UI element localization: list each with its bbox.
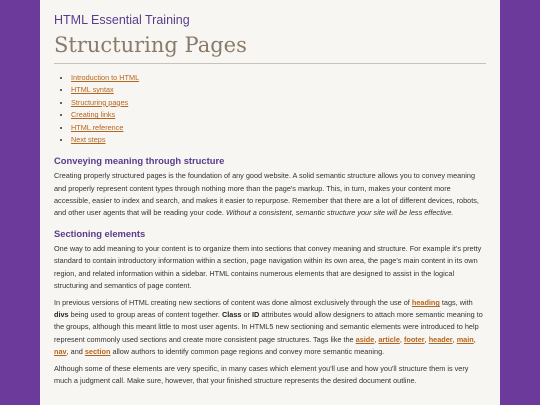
page-container <box>40 0 500 405</box>
link-heading[interactable]: heading <box>411 298 440 308</box>
toc-item <box>71 122 486 134</box>
link-aside[interactable]: aside <box>355 334 375 344</box>
toc-link-reference[interactable]: HTML reference <box>71 122 124 132</box>
text-run: attributes would allow designers to attach more semantic meaning to the groups, although this meant little to most user agents. In HTML5 new sectioning and semantic elements were introduced to help represent commonly used sections and create more consistent page structures. Tags like the <box>54 310 483 344</box>
link-footer[interactable]: footer <box>403 334 425 344</box>
text-run: In previous versions of HTML creating new sections of content was done almost exclusively through the use of <box>54 298 410 308</box>
section-heading-sectioning: Sectioning elements <box>54 228 146 240</box>
emphasis-text: Without a consistent, semantic structure your site will be less effective. <box>226 208 454 218</box>
text-run: allow authors to identify common page regions and convey more semantic meaning. <box>112 346 385 356</box>
paragraph-sectioning-history: In previous versions of HTML creating new sections of content was done almost exclusively through the use of heading tags, with divs being used to group areas of content together. Class or ID attributes would allow designers to attach more semantic meaning to the groups, although this meant little to most user agents. In HTML5 new sectioning and semantic elements were introduced to help represent commonly used sections and create more consistent page structures. Tags like the aside, article, footer, header, main, nav, and section allow authors to identify common page regions and convey more semantic meaning. <box>54 298 483 356</box>
toc-link-creating-links[interactable]: Creating links <box>71 110 116 120</box>
toc-link-syntax[interactable]: HTML syntax <box>71 85 114 95</box>
paragraph-structure <box>54 170 486 219</box>
toc-item <box>71 97 486 109</box>
toc-item <box>71 109 486 121</box>
text-run: or <box>243 310 250 320</box>
link-header[interactable]: header <box>428 334 453 344</box>
site-title: HTML Essential Training <box>54 13 190 27</box>
toc-item <box>71 72 486 84</box>
link-section[interactable]: section <box>84 346 111 356</box>
page-title: Structuring Pages <box>54 31 486 64</box>
text-run: and <box>70 346 83 356</box>
term-id: ID <box>252 310 260 320</box>
section-heading-structure: Conveying meaning through structure <box>54 155 225 167</box>
link-nav[interactable]: nav <box>54 346 67 356</box>
term-divs: divs <box>54 310 69 320</box>
paragraph-judgment-call: Although some of these elements are very specific, in many cases which element you'll use and how you'll structure them is very much a judgment call. Make sure, however, that your finished structure represents the desired document outline. <box>54 364 469 386</box>
link-main[interactable]: main <box>456 334 474 344</box>
toc-item <box>71 84 486 96</box>
term-class: Class <box>221 310 242 320</box>
toc-link-next-steps[interactable]: Next steps <box>71 135 106 145</box>
link-article[interactable]: article <box>378 334 400 344</box>
table-of-contents <box>54 72 486 146</box>
paragraph-sectioning-intro: One way to add meaning to your content is to organize them into sections that convey meaning and structure. For example it's pretty standard to contain introductory information within a section, page navigation within its own area, the page's main content in its own region, and related information within a sidebar. HTML contains numerous elements that are designed to assist in the logical structuring and semantics of page content. <box>54 244 482 290</box>
toc-link-structuring[interactable]: Structuring pages <box>71 97 129 107</box>
text-run: tags, with <box>441 298 473 308</box>
content-area <box>40 0 500 387</box>
text-run: being used to group areas of content together. <box>70 310 220 320</box>
toc-item <box>71 134 486 146</box>
toc-link-introduction[interactable]: Introduction to HTML <box>71 73 140 82</box>
paragraph-text: Creating properly structured pages is the foundation of any good website. A solid semantic structure allows you to convey meaning and properly represent content types through nothing more than the page's markup. This, in turn, makes your content more accessible, easier to index and search, and makes it easier to repurpose. Remember that there are a lot of different devices, robots, and other user agents that will be reading your code. <box>54 171 479 218</box>
